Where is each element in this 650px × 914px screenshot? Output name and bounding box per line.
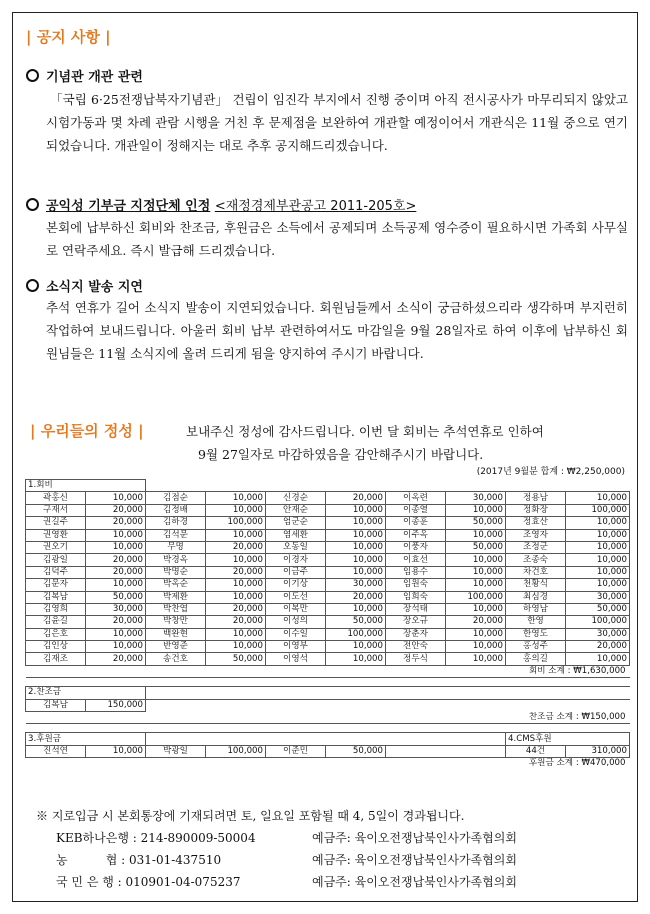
donation-amount: 50,000 [446, 517, 506, 529]
donor-name: 권길주 [26, 517, 86, 529]
donor-name: 조정군 [506, 541, 566, 553]
donation-amount: 10,000 [86, 541, 146, 553]
donor-name: 박경옥 [146, 554, 206, 566]
circle-bullet-icon [26, 69, 39, 82]
donation-amount: 30,000 [326, 579, 386, 591]
donor-name: 김광일 [26, 554, 86, 566]
support-amount: 50,000 [326, 745, 386, 757]
donor-name: 조종숙 [506, 554, 566, 566]
donation-amount: 100,000 [206, 517, 266, 529]
donation-amount: 10,000 [566, 554, 630, 566]
donor-name: 김문자 [26, 579, 86, 591]
donor-name: 권오기 [26, 541, 86, 553]
donation-amount: 10,000 [446, 628, 506, 640]
donation-amount: 50,000 [566, 603, 630, 615]
notice-item-3-body: 추석 연휴가 길어 소식지 발송이 지연되었습니다. 회원님들께서 소식이 궁금하셨으리라 생각하며 부지런히 작업하여 보내드립니다. 아울러 회비 납부 관련하여서도 마감일을 9월 28일자로 하여 이후에 납부하신 회원님들은 11월 소식지에 올려 드리게 됨을 양지하여 주시기 바랍니다. [46, 300, 628, 361]
donor-name: 권영환 [26, 529, 86, 541]
support-name: 박광일 [146, 745, 206, 757]
sponsor-subtotal: 찬조금 소계 : ₩150,000 [528, 712, 626, 723]
donor-name: 반영준 [146, 641, 206, 653]
cms-section-label: 4.CMS후원 [506, 733, 630, 745]
table-row [26, 653, 630, 665]
donation-amount: 10,000 [206, 554, 266, 566]
donation-amount: 10,000 [566, 579, 630, 591]
donor-name: 이경자 [266, 554, 326, 566]
table-row [26, 628, 630, 640]
donor-name: 박찬엽 [146, 603, 206, 615]
support-subtotal: 후원금 소계 : ₩470,000 [528, 758, 626, 769]
circle-bullet-icon [26, 198, 39, 211]
table-row [26, 492, 630, 504]
donor-name: 김재조 [26, 653, 86, 665]
donation-amount: 10,000 [206, 628, 266, 640]
bank-account: KEB하나은행 : 214-890009-50004 [56, 831, 256, 845]
support-amount: 100,000 [206, 745, 266, 757]
donation-amount: 10,000 [446, 603, 506, 615]
donor-name: 이종훈 [386, 517, 446, 529]
donor-name: 장오규 [386, 616, 446, 628]
donor-name: 김점순 [146, 492, 206, 504]
contributions-message-line-1: 보내주신 정성에 감사드립니다. 이번 달 회비는 추석연휴로 인하여 [186, 424, 544, 439]
donation-amount: 50,000 [446, 541, 506, 553]
donor-name: 김덕주 [26, 566, 86, 578]
donation-amount: 20,000 [86, 554, 146, 566]
bank-account-row [36, 871, 517, 893]
donation-amount: 100,000 [326, 628, 386, 640]
table-row [26, 591, 630, 603]
donation-amount: 100,000 [446, 591, 506, 603]
donor-name: 최심경 [506, 591, 566, 603]
table-row [26, 566, 630, 578]
donation-amount: 10,000 [326, 504, 386, 516]
donor-name: 김복남 [26, 591, 86, 603]
donor-name: 천황식 [506, 579, 566, 591]
support-name: 이준민 [266, 745, 326, 757]
donor-name: 박명순 [146, 566, 206, 578]
donation-amount: 10,000 [206, 641, 266, 653]
donor-name: 구재서 [26, 504, 86, 516]
donor-name: 차건호 [506, 566, 566, 578]
dues-subtotal: 회비 소계 : ₩1,630,000 [528, 666, 626, 677]
table-row [26, 579, 630, 591]
donor-name: 정화장 [506, 504, 566, 516]
sponsor-name: 김복남 [26, 699, 86, 711]
contributions-title: | 우리들의 정성 | [30, 422, 144, 440]
donor-name: 염세환 [266, 529, 326, 541]
donation-amount: 20,000 [446, 616, 506, 628]
notice-item-2-reference: <재정경제부관공고 2011-205호> [214, 199, 417, 214]
donor-name: 김영희 [26, 603, 86, 615]
circle-bullet-icon [26, 279, 39, 292]
donor-name: 김인상 [26, 641, 86, 653]
donor-name: 박창만 [146, 616, 206, 628]
notice-item-3-heading: 소식지 발송 지연 [26, 276, 143, 295]
donation-amount: 50,000 [86, 591, 146, 603]
support-amount: 10,000 [86, 745, 146, 757]
table-row [26, 541, 630, 553]
sponsor-amount: 150,000 [86, 699, 146, 711]
donor-name: 무명 [146, 541, 206, 553]
donor-name: 한영 [506, 616, 566, 628]
donation-amount: 10,000 [446, 566, 506, 578]
table-row [26, 699, 630, 711]
donor-name: 김은호 [26, 628, 86, 640]
donation-amount: 10,000 [446, 554, 506, 566]
donor-name: 임희숙 [386, 591, 446, 603]
donation-amount: 10,000 [566, 653, 630, 665]
donation-amount: 20,000 [326, 591, 386, 603]
donor-name: 이기상 [266, 579, 326, 591]
donation-amount: 20,000 [206, 541, 266, 553]
donation-amount: 10,000 [326, 517, 386, 529]
donor-name: 오동일 [266, 541, 326, 553]
donation-amount: 10,000 [206, 579, 266, 591]
donor-name: 하영남 [506, 603, 566, 615]
donor-name: 정두식 [386, 653, 446, 665]
donation-amount: 20,000 [566, 641, 630, 653]
donation-amount: 10,000 [446, 579, 506, 591]
donation-amount: 20,000 [86, 566, 146, 578]
donor-name: 장석태 [386, 603, 446, 615]
table-row [26, 616, 630, 628]
donation-amount: 50,000 [206, 653, 266, 665]
donation-amount: 30,000 [86, 603, 146, 615]
table-row [26, 745, 630, 757]
donor-name: 이영부 [266, 641, 326, 653]
donor-name: 전안숙 [386, 641, 446, 653]
donation-amount: 10,000 [446, 504, 506, 516]
table-row [26, 603, 630, 615]
donor-name: 조영자 [506, 529, 566, 541]
donor-name: 김정배 [146, 504, 206, 516]
notice-title: | 공지 사항 | [26, 28, 111, 46]
donation-amount: 10,000 [566, 492, 630, 504]
donor-name: 김하경 [146, 517, 206, 529]
donation-amount: 100,000 [566, 616, 630, 628]
donation-amount: 20,000 [86, 517, 146, 529]
table-row [26, 529, 630, 541]
bank-account: 농 협 : 031-01-437510 [56, 853, 222, 867]
donation-amount: 10,000 [326, 541, 386, 553]
notice-item-1-heading: 기념관 개관 관련 [26, 66, 143, 85]
donation-amount: 20,000 [86, 616, 146, 628]
contributions-message-line-2: 9월 27일자로 마감하였음을 감안해주시기 바랍니다. [198, 447, 484, 462]
table-row [26, 641, 630, 653]
donor-name: 박옥순 [146, 579, 206, 591]
donor-name: 이풍자 [386, 541, 446, 553]
donor-name: 이복만 [266, 603, 326, 615]
donation-amount: 20,000 [86, 504, 146, 516]
donor-name: 정효산 [506, 517, 566, 529]
donation-amount: 30,000 [446, 492, 506, 504]
table-row [26, 517, 630, 529]
dues-section-label: 1.회비 [26, 480, 146, 492]
contributions-table [25, 479, 630, 770]
donation-amount: 10,000 [446, 641, 506, 653]
donation-amount: 10,000 [566, 529, 630, 541]
donor-name: 안재순 [266, 504, 326, 516]
donor-name: 이금주 [266, 566, 326, 578]
donation-amount: 100,000 [566, 504, 630, 516]
account-owner: 예금주: 육이오전쟁납북인사가족협의회 [312, 875, 517, 889]
donation-amount: 10,000 [86, 492, 146, 504]
cms-amount: 310,000 [566, 745, 630, 757]
donation-amount: 10,000 [86, 641, 146, 653]
bank-account: 국 민 은 행 : 010901-04-075237 [56, 875, 241, 889]
donation-amount: 10,000 [326, 566, 386, 578]
donation-amount: 30,000 [566, 591, 630, 603]
account-owner: 예금주: 육이오전쟁납북인사가족협의회 [312, 853, 517, 867]
sponsor-section-label: 2.찬조금 [26, 687, 146, 699]
donor-name: 신경순 [266, 492, 326, 504]
notice-item-2-heading: 공익성 기부금 지정단체 인정 <재정경제부관공고 2011-205호> [26, 195, 416, 214]
donation-amount: 10,000 [566, 517, 630, 529]
cms-count: 44건 [506, 745, 566, 757]
donation-amount: 20,000 [206, 603, 266, 615]
donation-amount: 10,000 [326, 653, 386, 665]
donation-amount: 10,000 [326, 529, 386, 541]
donation-amount: 20,000 [326, 492, 386, 504]
donation-amount: 10,000 [326, 603, 386, 615]
donor-name: 이성의 [266, 616, 326, 628]
donation-amount: 10,000 [446, 529, 506, 541]
donor-name: 임용수 [386, 566, 446, 578]
donor-name: 박제환 [146, 591, 206, 603]
donor-name: 홍의길 [506, 653, 566, 665]
donation-amount: 10,000 [566, 566, 630, 578]
contributions-message [186, 420, 626, 466]
table-row [26, 504, 630, 516]
donation-amount: 10,000 [206, 492, 266, 504]
donation-amount: 10,000 [86, 628, 146, 640]
bank-account-row [36, 827, 517, 849]
donation-amount: 20,000 [206, 566, 266, 578]
donor-name: 이옥련 [386, 492, 446, 504]
donation-amount: 30,000 [566, 628, 630, 640]
contributions-table-area [25, 465, 629, 770]
monthly-total: (2017년 9월분 합계 : ₩2,250,000) [476, 467, 625, 477]
donor-name: 김석문 [146, 529, 206, 541]
donor-name: 정용남 [506, 492, 566, 504]
donor-name: 이종열 [386, 504, 446, 516]
donation-amount: 10,000 [326, 641, 386, 653]
donation-amount: 10,000 [206, 529, 266, 541]
donation-amount: 20,000 [206, 616, 266, 628]
donor-name: 백완현 [146, 628, 206, 640]
donor-name: 이영석 [266, 653, 326, 665]
donor-name: 홍성주 [506, 641, 566, 653]
donor-name: 송건호 [146, 653, 206, 665]
donor-name: 임원숙 [386, 579, 446, 591]
account-owner: 예금주: 육이오전쟁납북인사가족협의회 [312, 831, 517, 845]
notice-item-2-body: 본회에 납부하신 회비와 찬조금, 후원금은 소득에서 공제되며 소득공제 영수증이 필요하시면 가족회 사무실로 연락주세요. 즉시 발급해 드리겠습니다. [46, 220, 628, 258]
donation-amount: 10,000 [86, 529, 146, 541]
donation-amount: 10,000 [206, 504, 266, 516]
support-name: 진석연 [26, 745, 86, 757]
donor-name: 이수일 [266, 628, 326, 640]
donation-amount: 10,000 [206, 591, 266, 603]
payment-info [36, 805, 517, 893]
donation-amount: 50,000 [326, 616, 386, 628]
table-row [26, 554, 630, 566]
bank-account-row [36, 849, 517, 871]
donor-name: 엄군순 [266, 517, 326, 529]
donor-name: 이효선 [386, 554, 446, 566]
support-section-label: 3.후원금 [26, 733, 146, 745]
donor-name: 곽홍신 [26, 492, 86, 504]
donor-name: 이도선 [266, 591, 326, 603]
notice-item-1-body: 「국립 6·25전쟁납북자기념관」 건립이 임진각 부지에서 진행 중이며 아직 전시공사가 마무리되지 않았고 시험가동과 몇 차례 관람 시행을 거친 후 문제점을 보완하여 개관할 예정이어서 개관식은 11월 중으로 연기되었습니다. 개관일이 정해지는 대로 추후 공지해드리겠습니다. [46, 92, 628, 153]
giro-note: ※ 지로입금 시 본회통장에 기재되려면 토, 일요일 포함될 때 4, 5일이 경과됩니다. [36, 809, 465, 823]
donation-amount: 10,000 [566, 541, 630, 553]
donation-amount: 20,000 [86, 653, 146, 665]
donation-amount: 10,000 [86, 579, 146, 591]
donor-name: 김윤길 [26, 616, 86, 628]
donor-name: 이주옥 [386, 529, 446, 541]
donor-name: 한영도 [506, 628, 566, 640]
donor-name: 장춘자 [386, 628, 446, 640]
donation-amount: 10,000 [326, 554, 386, 566]
donation-amount: 10,000 [446, 653, 506, 665]
